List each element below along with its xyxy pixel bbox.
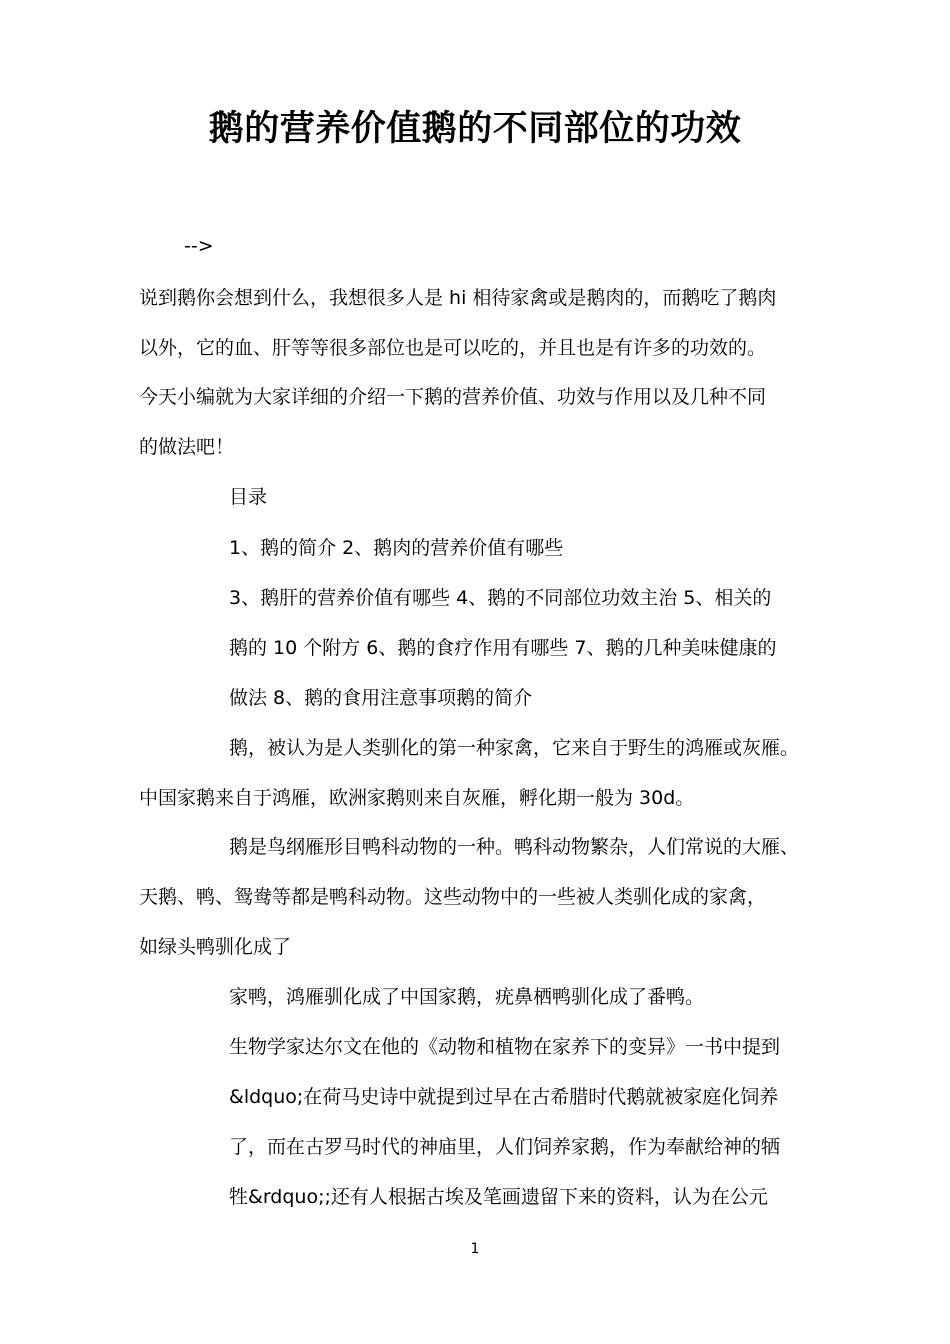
toc-heading: 目录 — [229, 486, 268, 508]
paragraph-line: 了，而在古罗马时代的神庙里，人们饲养家鹅，作为奉献给神的牺 — [229, 1136, 781, 1158]
paragraph-line: 鹅，被认为是人类驯化的第一种家禽，它来自于野生的鸿雁或灰雁。 — [229, 737, 800, 759]
paragraph-line: 鹅是鸟纲雁形目鸭科动物的一种。鸭科动物繁杂，人们常说的大雁、 — [229, 836, 800, 858]
paragraph-line: 家鸭，鸿雁驯化成了中国家鹅，疣鼻栖鸭驯化成了番鸭。 — [229, 986, 705, 1008]
paragraph-line: 如绿头鸭驯化成了 — [139, 936, 292, 958]
document-title: 鹅的营养价值鹅的不同部位的功效 — [208, 109, 742, 149]
toc-line: 做法 8、鹅的食用注意事项鹅的简介 — [229, 687, 533, 709]
comment-marker: --> — [184, 235, 214, 257]
paragraph-line: 的做法吧！ — [139, 436, 235, 458]
page-number: 1 — [470, 1241, 480, 1257]
paragraph-line: &ldquo;在荷马史诗中就提到过早在古希腊时代鹅就被家庭化饲养 — [229, 1086, 779, 1108]
paragraph-line: 天鹅、鸭、鸳鸯等都是鸭科动物。这些动物中的一些被人类驯化成的家禽， — [139, 886, 767, 908]
paragraph-line: 今天小编就为大家详细的介绍一下鹅的营养价值、功效与作用以及几种不同 — [139, 386, 767, 408]
paragraph-line: 以外，它的血、肝等等很多部位也是可以吃的，并且也是有许多的功效的。 — [139, 337, 767, 359]
paragraph-line: 生物学家达尔文在他的《动物和植物在家养下的变异》一书中提到 — [229, 1036, 781, 1058]
paragraph-line: 中国家鹅来自于鸿雁，欧洲家鹅则来自灰雁，孵化期一般为 30d。 — [139, 787, 695, 809]
toc-line: 1、鹅的简介 2、鹅肉的营养价值有哪些 — [229, 537, 564, 559]
toc-line: 3、鹅肝的营养价值有哪些 4、鹅的不同部位功效主治 5、相关的 — [229, 587, 772, 609]
paragraph-line: 牲&rdquo;;还有人根据古埃及笔画遗留下来的资料，认为在公元 — [229, 1186, 768, 1208]
paragraph-line: 说到鹅你会想到什么，我想很多人是 hi 相待家禽或是鹅肉的，而鹅吃了鹅肉 — [139, 287, 777, 309]
toc-line: 鹅的 10 个附方 6、鹅的食疗作用有哪些 7、鹅的几种美味健康的 — [229, 637, 777, 659]
